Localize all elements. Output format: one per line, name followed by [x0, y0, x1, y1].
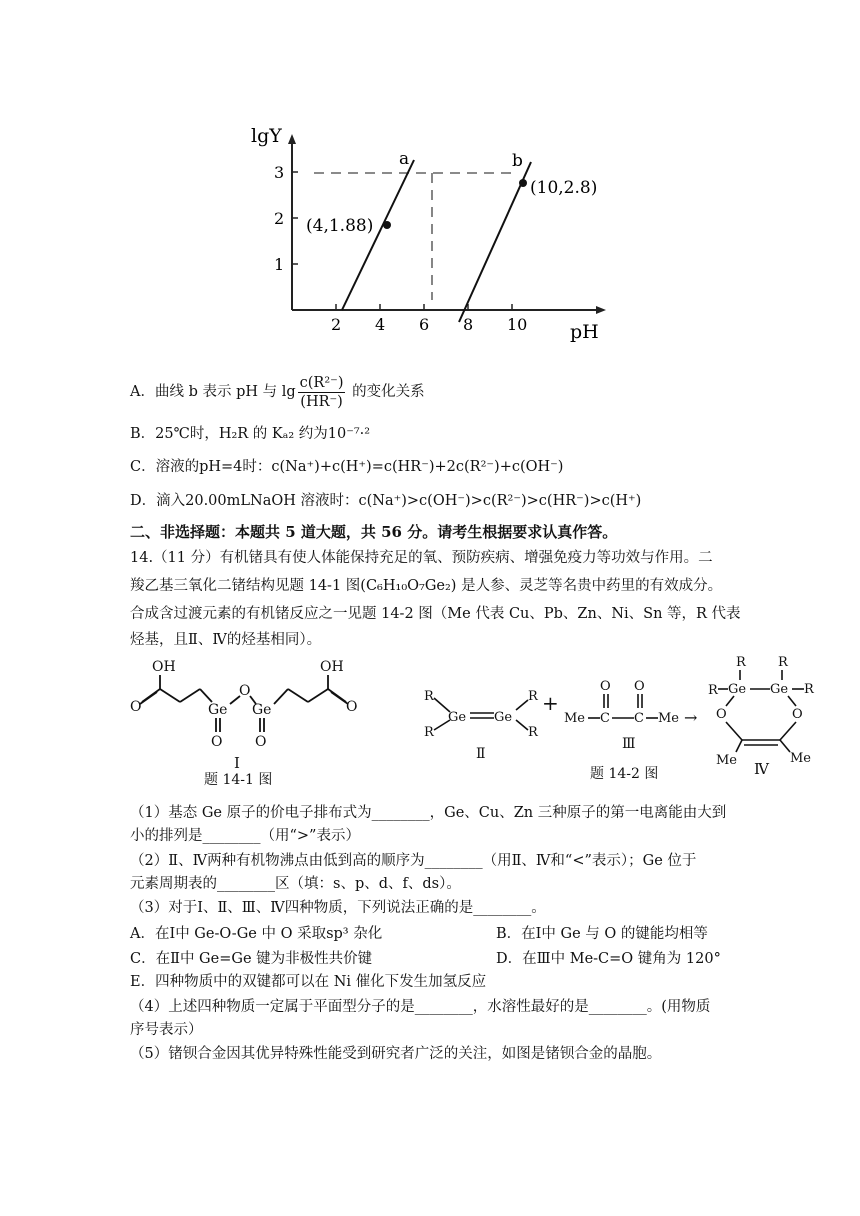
svg-text:R: R — [424, 725, 434, 740]
y-tick-label: 3 — [274, 163, 285, 182]
q14-intro-3: 合成含过渡元素的有机锗反应之一见题 14-2 图（Me 代表 Cu、Pb、Zn、Ni、Sn 等，R 代表 — [130, 606, 741, 622]
fig14-1-caption: 题 14-1 图 — [204, 772, 273, 788]
svg-text:Ge: Ge — [728, 682, 747, 697]
q14-intro-1: 14.（11 分）有机锗具有使人体能保持充足的氧、预防疾病、增强免疫力等功效与作用。二 — [130, 550, 713, 566]
molecule-IV — [708, 655, 815, 752]
q14-part1-line1: （1）基态 Ge 原子的价电子排布式为________，Ge、Cu、Zn 三种原子的第一电离能由大到 — [130, 805, 727, 821]
q14-option-D: D．在Ⅲ中 Me-C=O 键角为 120° — [496, 951, 721, 967]
svg-text:R: R — [708, 683, 718, 698]
q14-option-C: C．在Ⅱ中 Ge=Ge 键为非极性共价键 — [130, 951, 373, 967]
svg-text:Me: Me — [564, 711, 586, 726]
svg-text:R: R — [778, 655, 788, 670]
point-b-label: (10,2.8) — [530, 178, 598, 198]
point-b — [519, 179, 527, 187]
svg-text:C: C — [600, 711, 610, 726]
curve-a-label: a — [399, 149, 410, 169]
svg-text:R: R — [528, 725, 538, 740]
curve-b-label: b — [512, 151, 523, 171]
me-right: Me — [790, 751, 812, 766]
q14-option-A: A．在Ⅰ中 Ge-O-Ge 中 O 采取sp³ 杂化 — [130, 926, 383, 942]
molecule-II — [424, 689, 539, 740]
x-tick-label: 6 — [419, 315, 430, 334]
svg-text:O: O — [716, 707, 727, 722]
svg-text:Ge: Ge — [448, 710, 467, 725]
lgY-pH-graph — [248, 100, 628, 350]
y-axis-label: lgY — [251, 125, 282, 147]
x-tick-label: 8 — [463, 315, 474, 334]
svg-text:R: R — [736, 655, 746, 670]
q13-option-A: A．曲线 b 表示 pH 与 lg $\frac{\text{c(R²⁻)}}{(HR^-)}$ 的变化关系 — [130, 374, 425, 410]
q14-part1-line2: 小的排列是________（用“>”表示） — [130, 828, 360, 844]
figures-svg — [128, 652, 828, 794]
svg-text:O: O — [255, 734, 267, 750]
x-tick-label: 4 — [375, 315, 386, 334]
svg-text:O: O — [211, 734, 223, 750]
x-axis-arrow — [596, 306, 606, 314]
x-axis-label: pH — [570, 321, 599, 343]
q14-option-E: E．四种物质中的双键都可以在 Ni 催化下发生加氢反应 — [130, 974, 487, 990]
x-tick-label: 10 — [507, 315, 528, 334]
svg-text:Ge: Ge — [252, 702, 272, 718]
svg-text:C: C — [634, 711, 644, 726]
q13-option-C: C．溶液的pH=4时：c(Na⁺)+c(H⁺)=c(HR⁻)+2c(R²⁻)+c(OH⁻) — [130, 459, 564, 475]
molecule-I — [130, 659, 357, 750]
svg-text:O: O — [634, 679, 645, 694]
svg-text:O: O — [239, 683, 251, 699]
svg-text:O: O — [346, 699, 358, 715]
q14-part5: （5）锗钡合金因其优异特殊性能受到研究者广泛的关注，如图是锗钡合金的晶胞。 — [130, 1046, 662, 1062]
q14-part2-line1: （2）Ⅱ、Ⅳ两种有机物沸点由低到高的顺序为________（用Ⅱ、Ⅳ和“<”表示）；Ge 位于 — [130, 853, 697, 869]
svg-text:O: O — [600, 679, 611, 694]
q14-part2-line2: 元素周期表的________区（填：s、p、d、f、ds）。 — [130, 876, 461, 892]
curve-b — [459, 162, 531, 322]
svg-text:R: R — [804, 682, 814, 697]
point-a-label: (4,1.88) — [306, 216, 374, 236]
q13-option-D: D．滴入20.00mLNaOH 溶液时：c(Na⁺)>c(OH⁻)>c(R²⁻)>c(HR⁻)>c(H⁺) — [130, 493, 642, 509]
q14-intro-2: 羧乙基三氧化二锗结构见题 14-1 图(C₆H₁₀O₇Ge₂) 是人参、灵芝等名贵中药里的有效成分。 — [130, 578, 723, 594]
q13-option-B: B．25℃时，H₂R 的 Kₐ₂ 约为10⁻⁷·² — [130, 426, 371, 442]
svg-text:R: R — [528, 689, 538, 704]
point-a — [383, 221, 391, 229]
label-I: I — [234, 754, 240, 772]
svg-text:O: O — [792, 707, 803, 722]
me-left: Me — [716, 753, 738, 768]
fraction: $\frac{\text{c(R²⁻)}}{(HR^-)}$ — [299, 374, 344, 410]
y-tick-label: 2 — [274, 209, 285, 228]
fig14-2-caption: 题 14-2 图 — [590, 766, 659, 782]
label-III: Ⅲ — [622, 736, 636, 752]
svg-text:Me: Me — [658, 711, 680, 726]
q14-part4-line2: 序号表示） — [130, 1022, 203, 1038]
svg-text:Ge: Ge — [208, 702, 228, 718]
svg-text:OH: OH — [152, 659, 176, 675]
section-heading: 二、非选择题：本题共 5 道大题，共 56 分。请考生根据要求认真作答。 — [130, 523, 618, 541]
q14-intro-4: 烃基，且Ⅱ、Ⅳ的烃基相同）。 — [130, 632, 322, 648]
y-tick-label: 1 — [274, 255, 285, 274]
y-axis-arrow — [288, 134, 296, 144]
svg-text:O: O — [130, 699, 142, 715]
svg-text:Ge: Ge — [770, 682, 789, 697]
q14-option-B: B．在Ⅰ中 Ge 与 O 的键能均相等 — [496, 926, 708, 942]
label-II: Ⅱ — [476, 746, 486, 762]
molecule-III — [564, 679, 679, 726]
plus-sign: + — [542, 691, 559, 715]
label-IV: Ⅳ — [754, 760, 769, 778]
structure-figures — [128, 652, 828, 794]
x-tick-label: 2 — [331, 315, 342, 334]
reaction-arrow: → — [684, 708, 698, 727]
svg-text:R: R — [424, 689, 434, 704]
svg-text:OH: OH — [320, 659, 344, 675]
svg-text:Ge: Ge — [494, 710, 513, 725]
graph-svg — [248, 100, 628, 350]
q14-part3: （3）对于Ⅰ、Ⅱ、Ⅲ、Ⅳ四种物质，下列说法正确的是________。 — [130, 900, 546, 916]
q14-part4-line1: （4）上述四种物质一定属于平面型分子的是________，水溶性最好的是________。(用物质 — [130, 999, 711, 1015]
